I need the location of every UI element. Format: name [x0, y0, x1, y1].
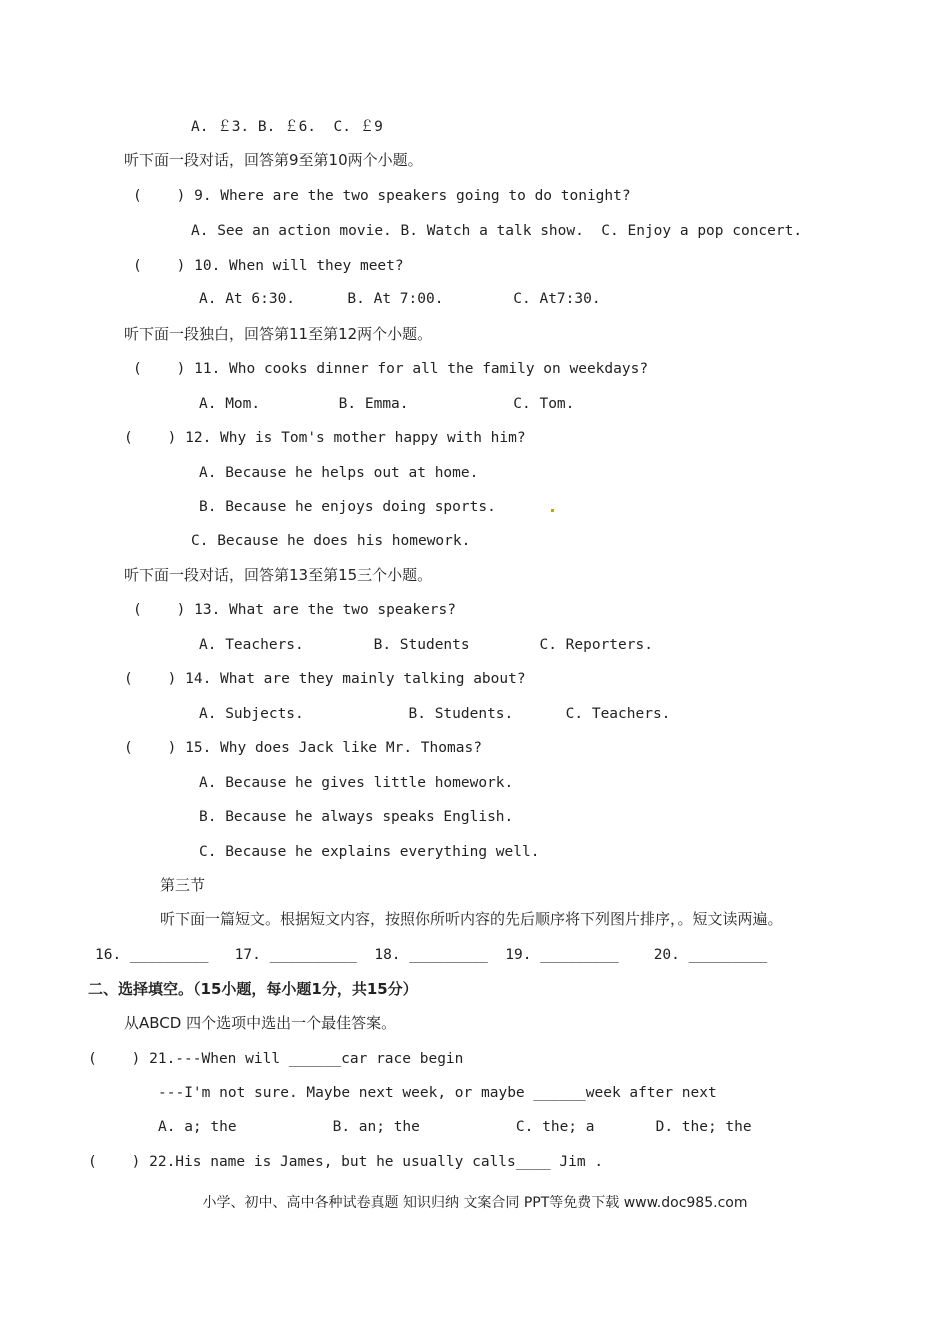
question-12: ( ) 12. Why is Tom's mother happy with him? [124, 430, 526, 446]
q15-option-c: C. Because he explains everything well. [199, 844, 540, 860]
q21-options: A. a; the B. an; the C. the; a D. the; the [158, 1119, 752, 1135]
section-instruction-11-12: 听下面一段独白，回答第11至第12两个小题。 [124, 325, 433, 343]
q9-options: A. See an action movie. B. Watch a talk show. C. Enjoy a pop concert. [191, 223, 803, 239]
q15-option-b: B. Because he always speaks English. [199, 809, 514, 825]
stray-mark [551, 509, 554, 512]
section-three-instruction: 听下面一篇短文。根据短文内容，按照你所听内容的先后顺序将下列图片排序，。短文读两遍。 [160, 910, 783, 928]
question-15: ( ) 15. Why does Jack like Mr. Thomas? [124, 740, 482, 756]
q14-options: A. Subjects. B. Students. C. Teachers. [199, 706, 671, 722]
section-three-heading: 第三节 [160, 876, 206, 894]
question-13: ( ) 13. What are the two speakers? [133, 602, 457, 618]
part-two-instruction: 从ABCD 四个选项中选出一个最佳答案。 [124, 1014, 397, 1032]
question-11: ( ) 11. Who cooks dinner for all the family on weekdays? [133, 361, 649, 377]
q11-options: A. Mom. B. Emma. C. Tom. [199, 396, 575, 412]
q10-options: A. At 6:30. B. At 7:00. C. At7:30. [199, 291, 601, 307]
question-14: ( ) 14. What are they mainly talking about? [124, 671, 526, 687]
question-21-reply: ---I'm not sure. Maybe next week, or maybe ______week after next [158, 1085, 717, 1101]
section-instruction-9-10: 听下面一段对话，回答第9至第10两个小题。 [124, 151, 423, 169]
question-10: ( ) 10. When will they meet? [133, 258, 404, 274]
section-instruction-13-15: 听下面一段对话，回答第13至第15三个小题。 [124, 566, 433, 584]
question-21: ( ) 21.---When will ______car race begin [88, 1051, 464, 1067]
q12-option-a: A. Because he helps out at home. [199, 465, 479, 481]
q13-options: A. Teachers. B. Students C. Reporters. [199, 637, 653, 653]
question-9: ( ) 9. Where are the two speakers going to do tonight? [133, 188, 631, 204]
q12-option-c: C. Because he does his homework. [191, 533, 471, 549]
question-22: ( ) 22.His name is James, but he usually calls____ Jim . [88, 1154, 604, 1170]
part-two-heading: 二、选择填空。（15小题，每小题1分，共15分） [88, 980, 418, 998]
q12-option-b: B. Because he enjoys doing sports. [199, 499, 496, 515]
answer-blanks-16-20: 16. _________ 17. __________ 18. _________ 19. _________ 20. _________ [95, 947, 768, 963]
q8-options: A. ￡3. B. ￡6. C. ￡9 [191, 119, 383, 135]
q15-option-a: A. Because he gives little homework. [199, 775, 514, 791]
footer-watermark: 小学、初中、高中各种试卷真题 知识归纳 文案合同 PPT等免费下载 www.doc985.com [202, 1195, 748, 1211]
